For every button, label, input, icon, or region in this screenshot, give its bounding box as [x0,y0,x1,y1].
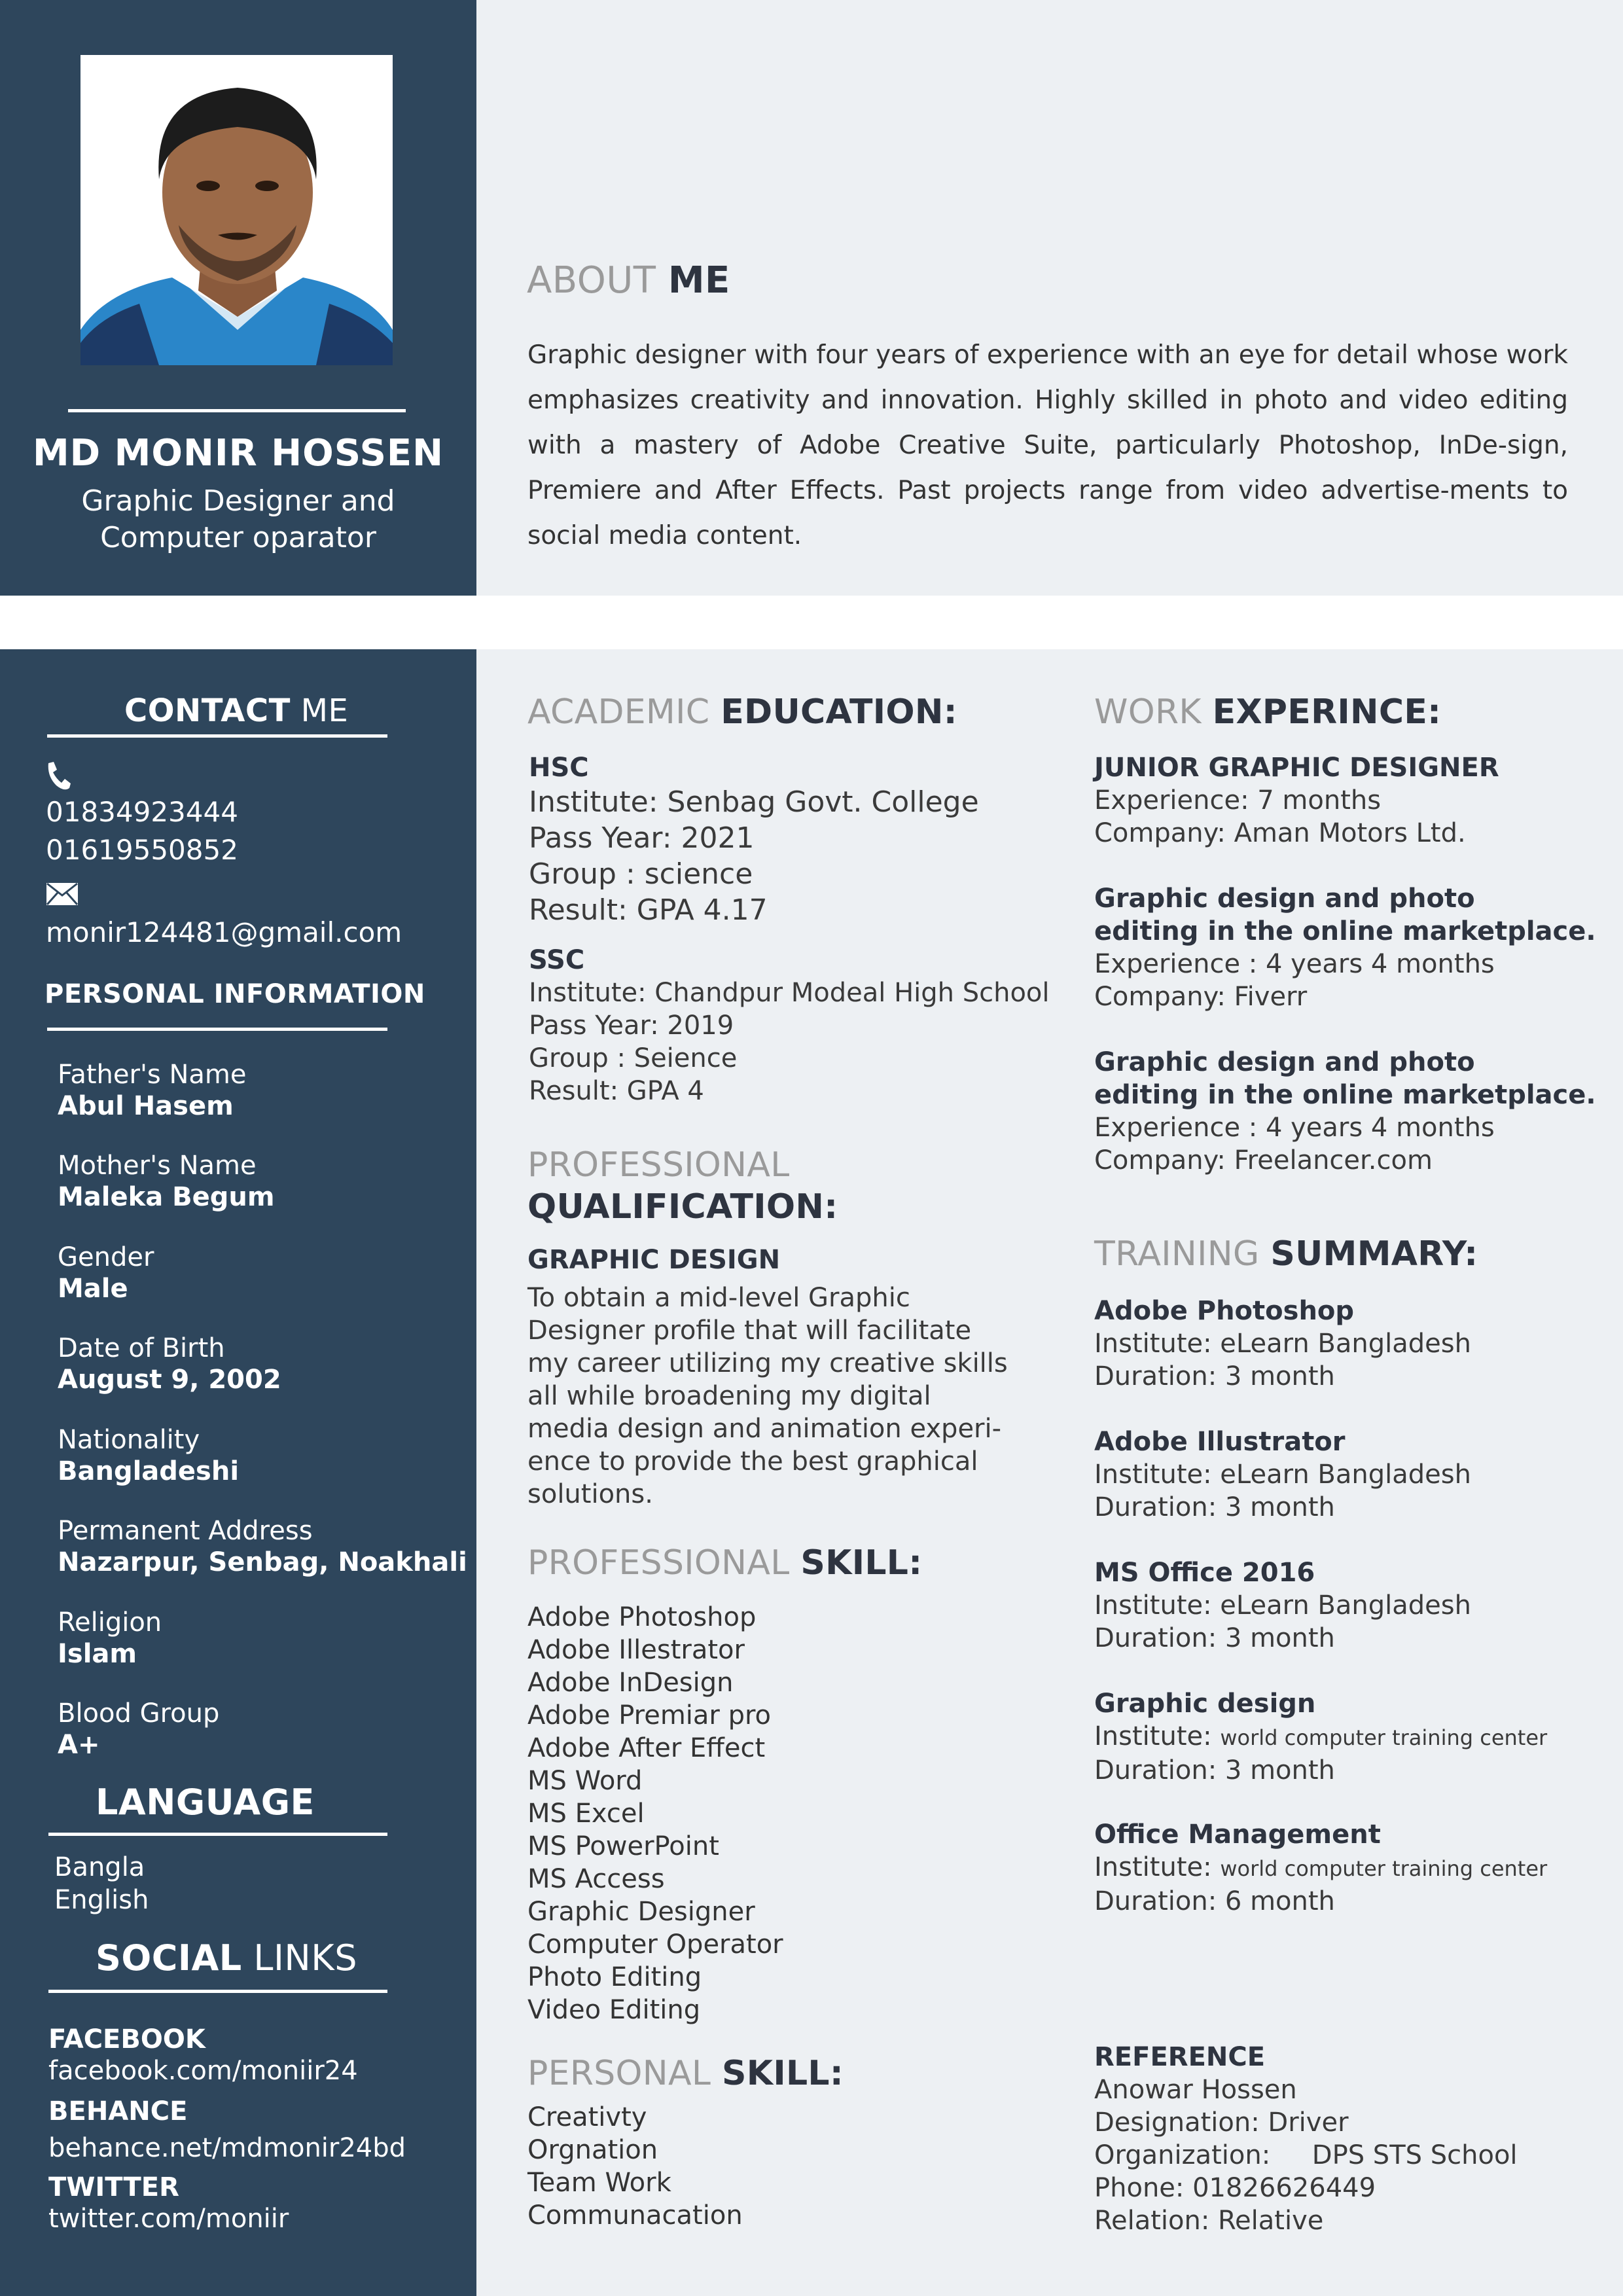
pro-skill-heading-dark: SKILL: [800,1543,923,1583]
work-heading-dark: EXPERINCE: [1212,692,1442,732]
training-title: Adobe Photoshop [1094,1296,1355,1326]
personal-skill-heading [527,2054,844,2093]
personal-info-value: Islam [58,1639,137,1669]
personal-info-label: Permanent Address [58,1516,313,1546]
training-entry [1094,1687,1547,1787]
work-line: Company: Freelancer.com [1094,1145,1433,1175]
education-heading-light: ACADEMIC [527,692,710,732]
training-institute [1094,1851,1547,1885]
personal-info-item [58,1424,239,1487]
qualification-line: Designer profile that will facilitate [527,1316,972,1346]
work-entry [1094,882,1596,1013]
qualification-line: all while broadening my digital [527,1381,931,1411]
social-heading-light: LINKS [253,1937,357,1979]
language-item: English [54,1885,149,1915]
qualification-title: GRAPHIC DESIGN [527,1245,781,1275]
reference-entry [1094,2041,1518,2237]
education-line: Institute: Chandpur Modeal High School [529,978,1050,1008]
training-title: MS Office 2016 [1094,1558,1315,1588]
training-institute-text: Institute: eLearn Bangladesh [1094,1329,1471,1359]
skill-item: MS Word [527,1766,643,1796]
training-duration: Duration: 3 month [1094,1623,1335,1653]
personal-info-value: Maleka Begum [58,1182,275,1212]
training-institute-name: world computer training center [1220,1856,1548,1881]
training-entry [1094,1556,1471,1655]
social-link-facebook[interactable] [48,2024,358,2087]
training-institute [1094,1720,1547,1754]
training-title: Office Management [1094,1820,1381,1850]
skill-item: MS PowerPoint [527,1831,719,1861]
training-entry [1094,1295,1471,1393]
skill-item: MS Access [527,1864,665,1894]
education-heading [527,692,957,732]
skill-item: Photo Editing [527,1962,702,1992]
job-title-line-2: Computer oparator [100,521,376,554]
social-link-behance[interactable] [48,2096,406,2164]
personal-info-item [58,1242,154,1304]
skill-item: Video Editing [527,1995,701,2025]
qualification-line: media design and animation experi- [527,1414,1002,1444]
personal-info-value: Male [58,1274,128,1304]
social-heading-bold: SOCIAL [96,1937,242,1979]
personal-info-value: Nazarpur, Senbag, Noakhali [58,1547,467,1577]
language-divider [48,1833,387,1836]
personal-info-value: A+ [58,1730,100,1760]
personal-info-label: Mother's Name [58,1151,257,1181]
pro-skill-heading-light: PROFESSIONAL [527,1543,790,1583]
personal-info-divider [47,1028,387,1031]
education-line: Pass Year: 2021 [529,821,755,855]
education-line: Result: GPA 4 [529,1076,704,1106]
email-address: monir124481@gmail.com [46,916,402,948]
training-duration: Duration: 3 month [1094,1361,1335,1391]
work-title: Graphic design and photo [1094,1047,1475,1077]
training-heading-dark: SUMMARY: [1270,1234,1478,1274]
skill-item: Computer Operator [527,1929,783,1960]
work-heading-light: WORK [1094,692,1202,732]
work-heading [1094,692,1441,732]
name-divider [68,409,406,412]
qualification-line: ence to provide the best graphical [527,1446,978,1477]
phone-icon [45,761,71,791]
social-divider [48,1990,387,1993]
full-name: MD MONIR HOSSEN [32,432,444,475]
reference-title: REFERENCE [1094,2042,1266,2072]
reference-line: Anowar Hossen [1094,2075,1297,2105]
social-url[interactable]: twitter.com/moniir [48,2204,289,2234]
language-heading-text: LANGUAGE [96,1782,315,1823]
work-line: Experience : 4 years 4 months [1094,949,1495,979]
personal-info-item [58,1150,275,1213]
reference-line: Organization: DPS STS School [1094,2140,1518,2170]
training-institute [1094,1327,1471,1360]
pro-skill-list [527,1601,783,2026]
about-heading [527,259,730,302]
about-heading-dark: ME [668,259,730,302]
personal-info-value: Bangladeshi [58,1456,240,1486]
training-duration: Duration: 3 month [1094,1755,1335,1785]
personal-skill-list [527,2101,743,2232]
skill-item: Adobe Premiar pro [527,1700,772,1731]
phone-number-2: 01619550852 [46,834,238,866]
training-institute [1094,1458,1471,1491]
personal-info-item [58,1607,162,1670]
education-title: SSC [529,945,585,975]
social-label: BEHANCE [48,2096,188,2126]
education-line: Group : science [529,857,753,891]
training-duration: Duration: 3 month [1094,1492,1335,1522]
skill-item: MS Excel [527,1799,645,1829]
education-entry-hsc [529,751,979,928]
training-institute-label: Institute: [1094,1721,1212,1751]
reference-line: Relation: Relative [1094,2206,1324,2236]
skill-item: Adobe Photoshop [527,1602,757,1632]
social-url[interactable]: behance.net/mdmonir24bd [48,2133,406,2163]
personal-skill-heading-light: PERSONAL [527,2054,711,2093]
personal-info-heading: PERSONAL INFORMATION [45,979,425,1009]
skill-item: Communacation [527,2200,743,2231]
education-title: HSC [529,753,589,783]
social-url[interactable]: facebook.com/moniir24 [48,2056,358,2086]
personal-info-item [58,1515,467,1578]
work-title: Graphic design and photo [1094,884,1475,914]
education-line: Result: GPA 4.17 [529,893,768,927]
work-title: editing in the online marketplace. [1094,916,1596,946]
personal-info-item [58,1698,219,1761]
qualification-line: To obtain a mid-level Graphic [527,1283,910,1313]
social-link-twitter[interactable] [48,2172,289,2234]
contact-heading-light: ME [300,692,349,729]
personal-info-label: Father's Name [58,1060,247,1090]
language-item: Bangla [54,1852,145,1882]
contact-divider [47,734,387,738]
education-heading-dark: EDUCATION: [721,692,957,732]
training-institute-text: Institute: eLearn Bangladesh [1094,1590,1471,1621]
skill-item: Orgnation [527,2135,658,2165]
social-label: TWITTER [48,2172,179,2202]
skill-item: Adobe After Effect [527,1733,766,1763]
personal-info-value: August 9, 2002 [58,1365,281,1395]
skill-item: Team Work [527,2168,671,2198]
education-line: Pass Year: 2019 [529,1011,734,1041]
work-line: Company: Aman Motors Ltd. [1094,818,1466,848]
envelope-icon [46,882,79,906]
about-heading-light: ABOUT [527,259,656,302]
qualification-heading-dark: QUALIFICATION: [527,1187,838,1227]
work-title: editing in the online marketplace. [1094,1080,1596,1110]
job-title [0,483,476,556]
profile-photo [80,55,393,365]
training-duration: Duration: 6 month [1094,1886,1335,1916]
training-entry [1094,1426,1471,1524]
personal-info-value: Abul Hasem [58,1091,234,1121]
personal-info-label: Religion [58,1607,162,1638]
training-title: Graphic design [1094,1689,1316,1719]
personal-info-item [58,1333,281,1395]
training-institute-name: world computer training center [1220,1725,1548,1750]
contact-heading [124,692,348,729]
skill-item: Adobe Illestrator [527,1635,745,1665]
qualification-heading-light: PROFESSIONAL [527,1145,790,1185]
training-heading-light: TRAINING [1094,1234,1260,1274]
pro-skill-heading [527,1543,922,1583]
phone-number-1: 01834923444 [46,796,238,828]
education-line: Group : Seience [529,1043,738,1073]
training-entry [1094,1818,1547,1918]
education-entry-ssc [529,944,1050,1107]
personal-info-label: Blood Group [58,1698,220,1729]
skill-item: Adobe InDesign [527,1668,734,1698]
work-entry [1094,1046,1596,1177]
language-heading [96,1782,315,1823]
work-line: Company: Fiverr [1094,982,1308,1012]
training-title: Adobe Illustrator [1094,1427,1346,1457]
social-label: FACEBOOK [48,2024,205,2054]
job-title-line-1: Graphic Designer and [81,484,395,518]
qualification-heading [527,1144,838,1228]
work-entry [1094,751,1499,850]
personal-info-label: Gender [58,1242,154,1272]
training-institute-text: Institute: eLearn Bangladesh [1094,1460,1471,1490]
qualification-entry [527,1244,1008,1511]
personal-info-label: Nationality [58,1425,200,1455]
training-institute-label: Institute: [1094,1852,1212,1882]
personal-skill-heading-dark: SKILL: [721,2054,844,2093]
about-text: Graphic designer with four years of experience with an eye for detail whose work emphasizes creativity and innovation. Highly skilled in photo and video editing with a mastery of Adobe Creative Suite, particularly Photoshop, InDe-sign, Premiere and After Effects. Past projects range from video advertise-ments to social media content. [527,340,1568,550]
education-line: Institute: Senbag Govt. College [529,785,979,819]
language-list [54,1851,149,1916]
personal-info-item [58,1059,247,1122]
social-heading [96,1937,357,1979]
reference-line: Phone: 01826626449 [1094,2173,1376,2203]
skill-item: Creativty [527,2102,647,2132]
contact-heading-bold: CONTACT [124,692,291,729]
reference-line: Designation: Driver [1094,2108,1349,2138]
work-title: JUNIOR GRAPHIC DESIGNER [1094,753,1499,783]
training-heading [1094,1234,1478,1274]
qualification-line: solutions. [527,1479,653,1509]
training-institute [1094,1589,1471,1622]
qualification-line: my career utilizing my creative skills [527,1348,1008,1378]
skill-item: Graphic Designer [527,1897,755,1927]
personal-info-label: Date of Birth [58,1333,225,1363]
work-line: Experience : 4 years 4 months [1094,1113,1495,1143]
work-line: Experience: 7 months [1094,785,1382,816]
